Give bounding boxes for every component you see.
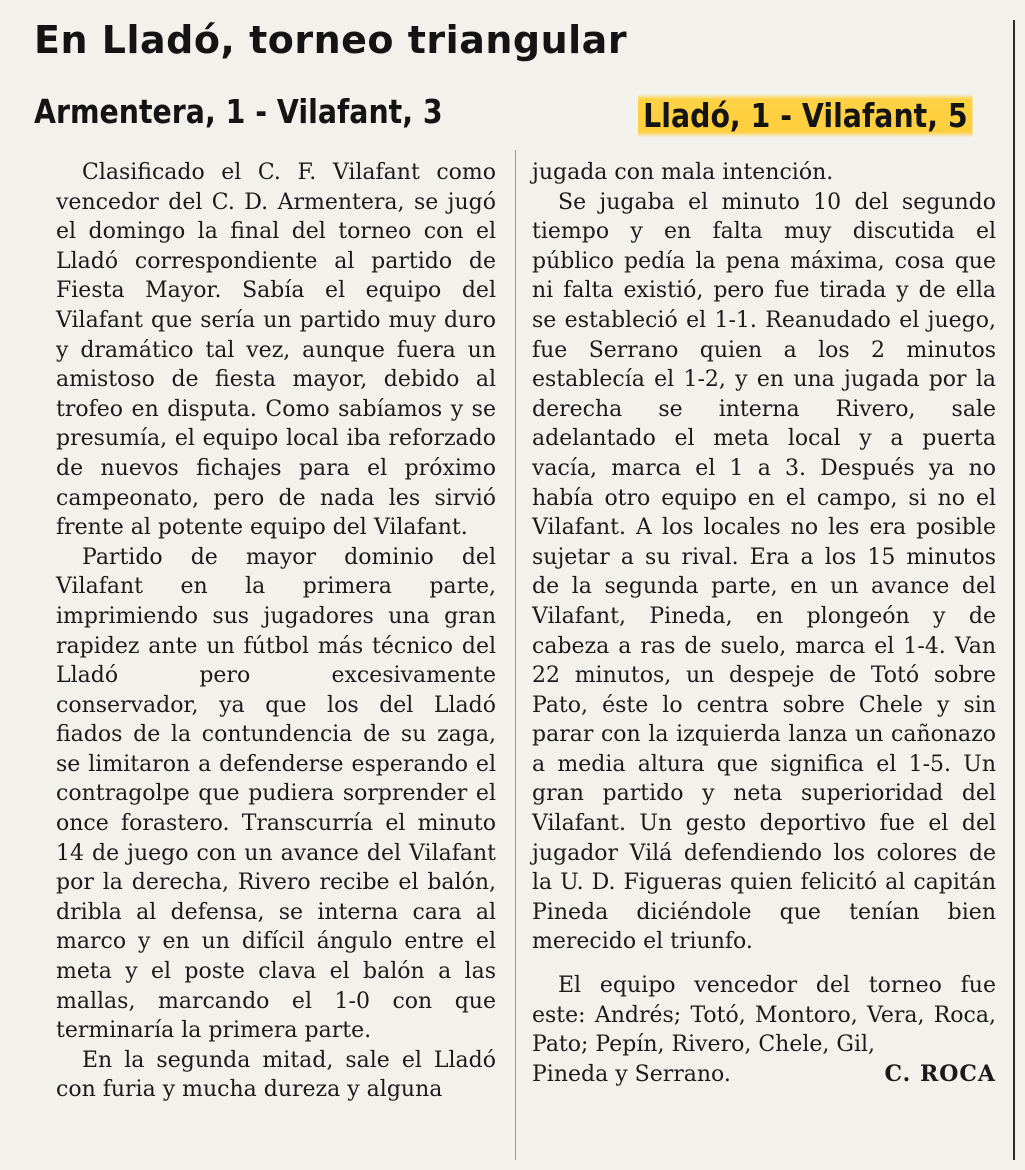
column-divider	[515, 150, 516, 1160]
column-left	[56, 158, 496, 1105]
paragraph-continuation: jugada con mala intención.	[532, 160, 834, 185]
author-signature: C. ROCA	[884, 1060, 996, 1087]
team-lineup-end: Pineda y Serrano.	[532, 1061, 731, 1087]
headline: En Lladó, torneo triangular	[34, 18, 628, 62]
column-right	[532, 158, 996, 1089]
clipping-edge-line	[1013, 20, 1015, 1160]
paragraph: En la segunda mitad, sale el Lladó con furia y mucha dureza y alguna	[56, 1047, 496, 1103]
team-lineup-paragraph: El equipo vencedor del torneo fue este: Andrés; Totó, Montoro, Vera, Roca, Pato; Pepín, Rivero, Chele, Gil,	[532, 973, 996, 1058]
result-armentera-vilafant: Armentera, 1 - Vilafant, 3	[34, 92, 443, 131]
result-llado-vilafant-highlighted: Lladó, 1 - Vilafant, 5	[638, 94, 973, 137]
closing-line	[532, 1060, 996, 1090]
paragraph: Clasificado el C. F. Vilafant como vencedor del C. D. Armentera, se jugó el domingo la final del torneo con el Lladó correspondiente al partido de Fiesta Mayor. Sabía el equipo del Vilafant que sería un partido muy duro y dramático tal vez, aunque fuera un amistoso de fiesta mayor, debido al trofeo en disputa. Como sabíamos y se presumía, el equipo local iba reforzado de nuevos fichajes para el próximo campeonato, pero de nada les sirvió frente al potente equipo del Vilafant.	[56, 160, 496, 541]
paragraph: Se jugaba el minuto 10 del segundo tiempo y en falta muy discutida el público pedía la pena máxima, cosa que ni falta existió, pero fue tirada y de ella se estableció el 1-1. Reanudado el juego, fue Serrano quien a los 2 minutos establecía el 1-2, y en una jugada por la derecha se interna Rivero, sale adelantado el meta local y a puerta vacía, marca el 1 a 3. Después ya no había otro equipo en el campo, si no el Vilafant. A los locales no les era posible sujetar a su rival. Era a los 15 minutos de la segunda parte, en un avance del Vilafant, Pineda, en plongeón y de cabeza a ras de suelo, marca el 1-4. Van 22 minutos, un despeje de Totó sobre Pato, éste lo centra sobre Chele y sin parar con la izquierda lanza un cañonazo a media altura que significa el 1-5. Un gran partido y neta superioridad del Vilafant. Un gesto deportivo fue el del jugador Vilá defendiendo los colores de la U. D. Figueras quien felicitó al capitán Pineda diciéndole que tenían bien merecido el triunfo.	[532, 189, 996, 955]
paragraph: Partido de mayor dominio del Vilafant en la primera parte, imprimiendo sus jugadores una gran rapidez ante un fútbol más técnico del Lladó pero excesivamente conservador, ya que los del Lladó fiados de la contundencia de su zaga, se limitaron a defenderse esperando el contragolpe que pudiera sorprender el once forastero. Transcurría el minuto 14 de juego con un avance del Vilafant por la derecha, Rivero recibe el balón, dribla al defensa, se interna cara al marco y en un difícil ángulo entre el meta y el poste clava el balón a las mallas, marcando el 1-0 con que terminaría la primera parte.	[56, 544, 496, 1044]
